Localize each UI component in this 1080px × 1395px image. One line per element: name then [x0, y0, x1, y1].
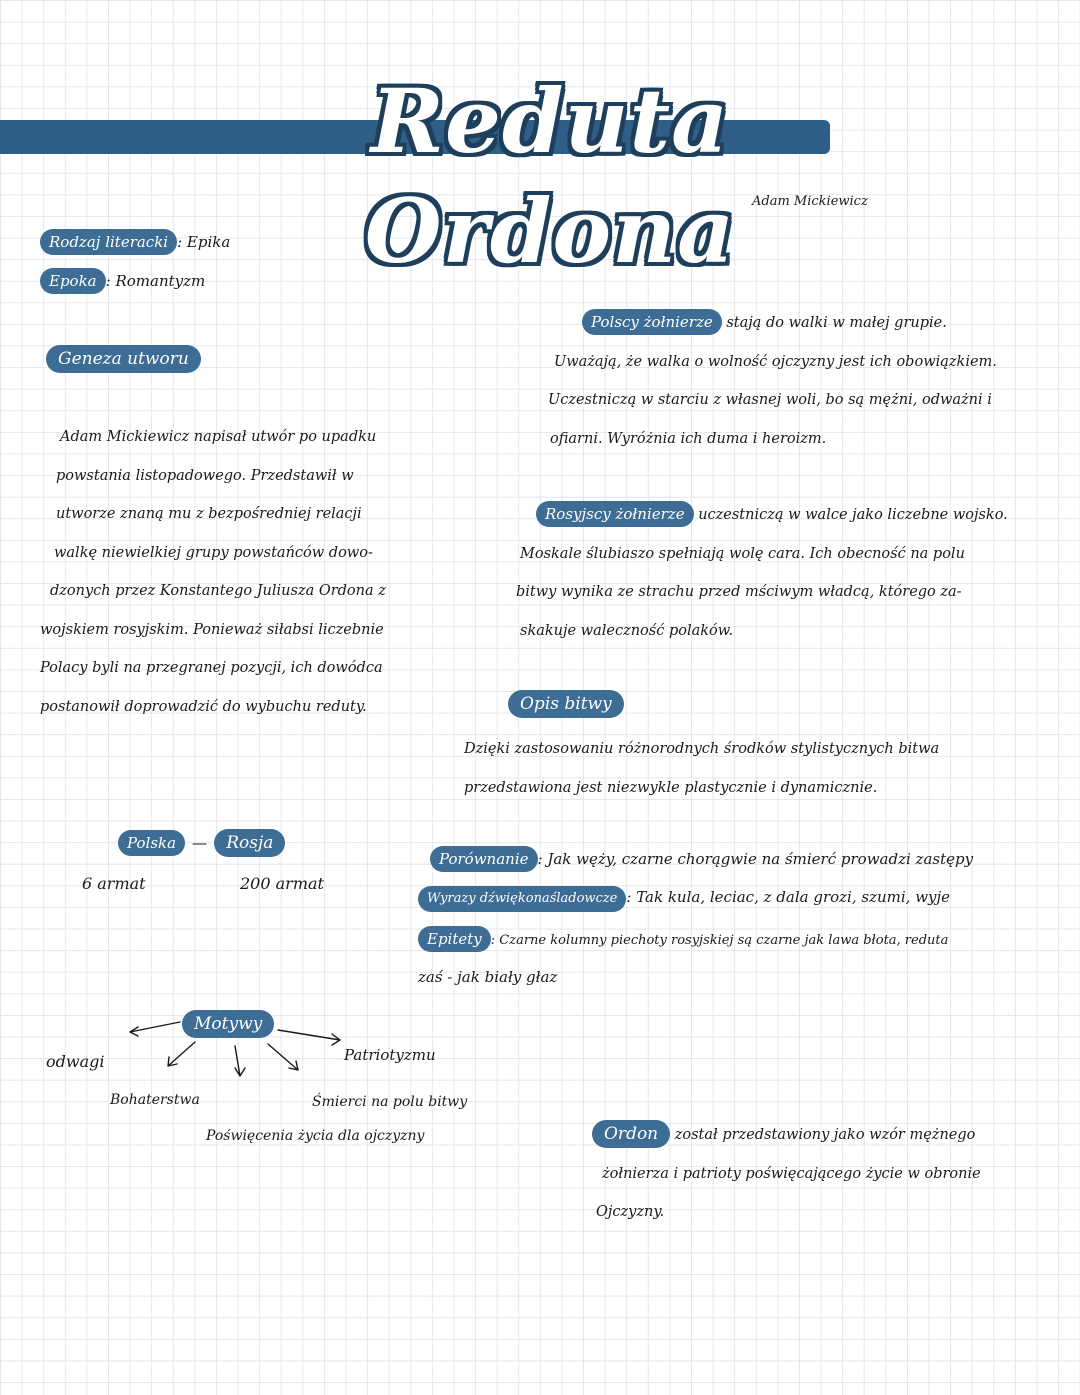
ordon-line-rest: został przedstawiony jako wzór mężnego: [674, 1127, 976, 1143]
geneza-line: Adam Mickiewicz napisał utwór po upadku: [60, 429, 377, 445]
rodzaj-value: : Epika: [177, 233, 231, 251]
wyrazy-row: [418, 886, 950, 912]
ordon-text: [592, 1116, 981, 1232]
motyw-odwagi: odwagi: [46, 1052, 105, 1071]
epoka-value: : Romantyzm: [105, 272, 206, 290]
rosyjscy-text: [516, 496, 1008, 650]
rodzaj-row: [40, 229, 230, 255]
polscy-text: [548, 304, 997, 458]
geneza-line: powstania listopadowego. Przedstawił w: [56, 467, 354, 484]
geneza-line: wojskiem rosyjskim. Ponieważ siłabsi liczebnie: [40, 621, 384, 638]
arrow-poswiecenia: [235, 1046, 245, 1076]
ordon-first-line: [592, 1116, 981, 1155]
rosyjscy-line: Moskale ślubiaszo spełniają wolę cara. Ich obecność na polu: [520, 545, 965, 562]
ordon-line: żołnierza i patrioty poświęcającego życie w obronie: [602, 1165, 981, 1182]
page-title: Reduta Ordona: [364, 69, 736, 283]
epoka-label: Epoka: [40, 268, 106, 294]
opis-line: Dzięki zastosowaniu różnorodnych środków stylistycznych bitwa: [464, 741, 940, 757]
epitety-continuation: zaś - jak biały głaz: [418, 968, 558, 986]
polscy-line: Uważają, że walka o wolność ojczyzny jest ich obowiązkiem.: [554, 353, 997, 370]
geneza-label: Geneza utworu: [46, 345, 201, 373]
motyw-patriotyzmu: Patriotyzmu: [344, 1046, 436, 1064]
ordon-line: Ojczyzny.: [596, 1204, 665, 1220]
arrow-odwagi: [130, 1022, 180, 1036]
ordon-label: Ordon: [592, 1120, 670, 1148]
rosyjscy-first-line: [516, 496, 1008, 535]
polscy-label: Polscy żołnierze: [582, 309, 722, 335]
porownanie-row: [430, 846, 973, 872]
wyrazy-text: : Tak kula, leciac, z dala grozi, szumi, wyje: [626, 888, 951, 906]
comparison: [118, 829, 285, 857]
author: Adam Mickiewicz: [752, 194, 868, 209]
geneza-text: [40, 418, 386, 726]
rosyjscy-line: bitwy wynika ze strachu przed mściwym władcą, którego za-: [516, 584, 962, 600]
rosja-armaty: 200 armat: [240, 874, 324, 893]
epitety-text: : Czarne kolumny piechoty rosyjskiej są czarne jak lawa błota, reduta: [490, 933, 949, 948]
polscy-line: Uczestniczą w starciu z własnej woli, bo są mężni, odważni i: [548, 392, 992, 408]
comparison-connector: —: [192, 834, 208, 852]
rosyjscy-line: skakuje waleczność polaków.: [520, 622, 734, 639]
opis-line: przedstawiona jest niezwykle plastycznie i dynamicznie.: [464, 779, 878, 796]
rosyjscy-line-rest: uczestniczą w walce jako liczebne wojsko.: [698, 507, 1008, 523]
geneza-line: dzonych przez Konstantego Juliusza Ordona z: [50, 583, 386, 599]
polscy-line-rest: stają do walki w małej grupie.: [726, 315, 947, 331]
epitety-label: Epitety: [418, 926, 491, 952]
arrow-bohaterstwa: [168, 1042, 195, 1066]
geneza-line: utworze znaną mu z bezpośredniej relacji: [56, 506, 362, 522]
wyrazy-label: Wyrazy dźwiękonaśladowcze: [418, 886, 626, 912]
geneza-line: Polacy byli na przegranej pozycji, ich dowódca: [40, 660, 383, 676]
porownanie-text: : Jak węży, czarne chorągwie na śmierć prowadzi zastępy: [537, 850, 974, 868]
epitety-row: [418, 926, 948, 952]
polska-armaty: 6 armat: [82, 874, 146, 893]
motyw-poswiecenia: Poświęcenia życia dla ojczyzny: [206, 1128, 425, 1144]
motyw-bohaterstwa: Bohaterstwa: [110, 1092, 200, 1108]
rosja-label: Rosja: [214, 829, 285, 857]
geneza-heading: [46, 345, 201, 373]
rodzaj-label: Rodzaj literacki: [40, 229, 177, 255]
polscy-first-line: [548, 304, 997, 343]
rosyjscy-label: Rosyjscy żołnierze: [536, 501, 694, 527]
opis-text: [464, 730, 939, 807]
polska-label: Polska: [118, 830, 185, 856]
polscy-line: ofiarni. Wyróżnia ich duma i heroizm.: [550, 430, 827, 447]
arrow-patriotyzmu: [278, 1030, 340, 1045]
epoka-row: [40, 268, 205, 294]
geneza-line: postanowił doprowadzić do wybuchu reduty.: [40, 698, 367, 715]
motyw-smierci: Śmierci na polu bitwy: [312, 1094, 468, 1110]
geneza-line: walkę niewielkiej grupy powstańców dowo-: [54, 544, 373, 561]
opis-label: Opis bitwy: [508, 690, 624, 718]
motywy-label: Motywy: [182, 1010, 274, 1038]
opis-heading: [508, 690, 624, 718]
arrow-smierci: [268, 1044, 298, 1070]
porownanie-label: Porównanie: [430, 846, 538, 872]
